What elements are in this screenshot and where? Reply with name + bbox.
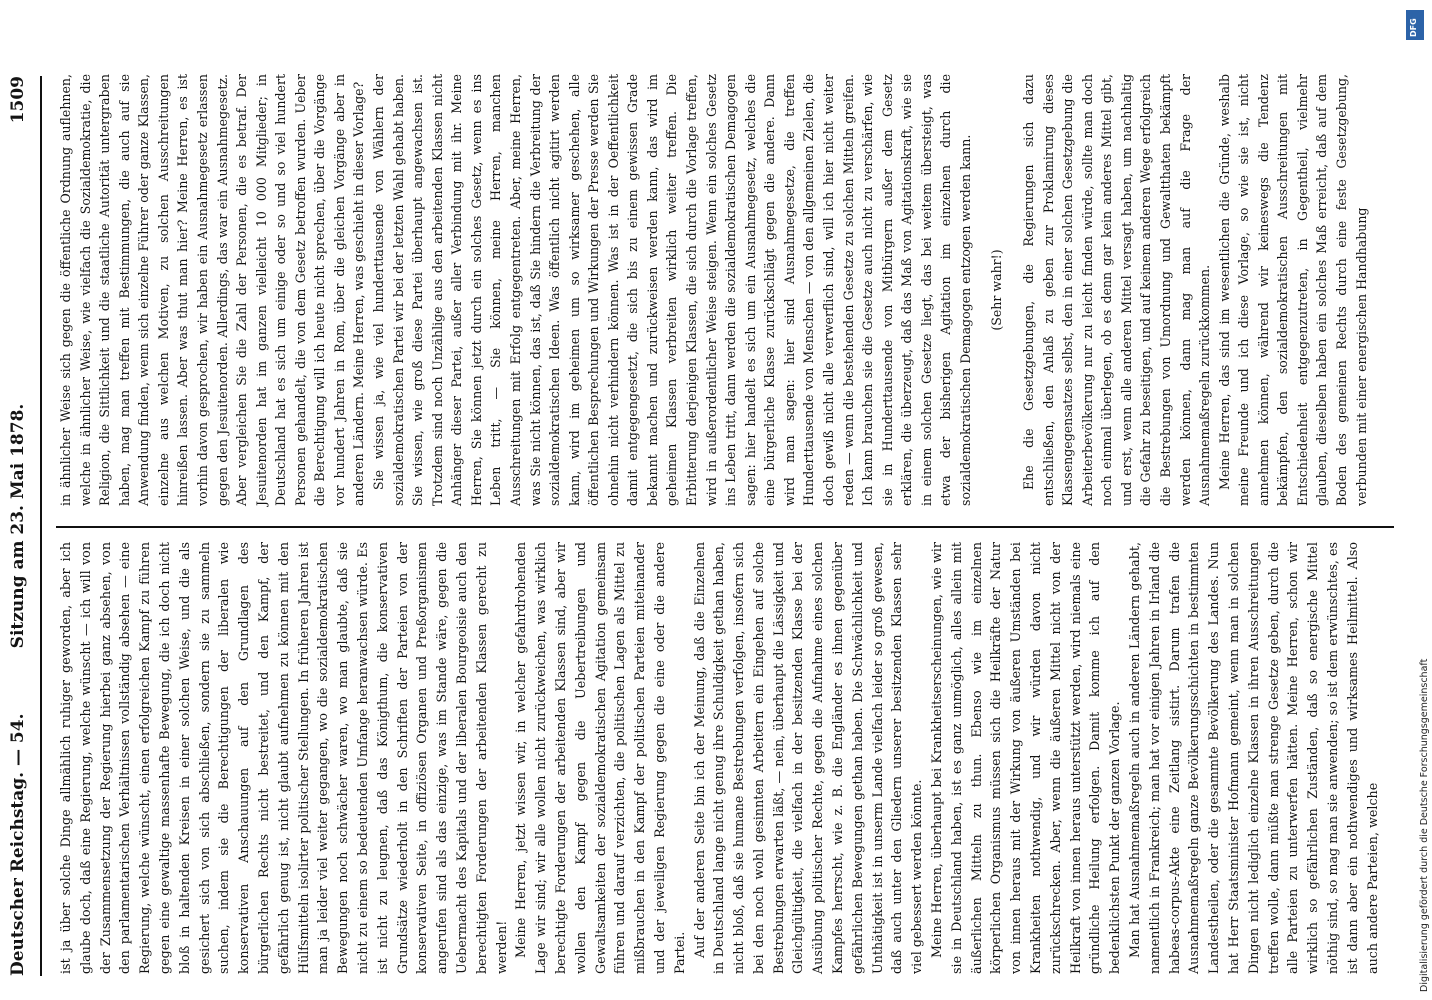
paragraph: ist ja über solche Dinge allmählich ruhiger geworden, aber ich glaube doch, daß eine Regierung, welche wünscht — ich will von der Zusammensetzung der Regierung hierbei ganz absehen, von den parlamentarischen Verhältnissen vollständig absehen — eine Regierung, welche wünscht, einen erfolgreichen Kampf zu führen gegen eine gewaltige massenhafte Bewegung, die ich doch nicht bloß in haltenden Kreisen in einer solchen Weise, und die als gesichert sich von sich abschließen, sondern sie zu sammeln suchen, indem sie die Berechtigungen der liberalen wie konservativen Anschauungen auf den Grundlagen des bürgerlichen Rechts nicht bestreitet, und den Kampf, der gefährlich genug ist, nicht glaubt aufnehmen zu können mit den Hülfsmitteln isolirter politischer Stellungen. In früheren Jahren ist man ja leider viel weiter gegangen, wo die sozialdemokratischen Bewegungen noch schwächer waren, wo man glaubte, daß sie nicht zu einem so bedeutenden Umfange heranwachsen würde. Es ist nicht zu leugnen, daß das Königthum, die konservativen Grundsätze wiederholt in den Schriften der Parteien von der konservativen Seite, in offiziösen Organen und Preßorganismen angerufen sind als das einzige, was im Stande wäre, gegen die Uebermacht des Kapitals und der liberalen Bourgeoisie auch den berechtigten Forderungen der arbeitenden Klassen gerecht zu werden!: [58, 542, 509, 974]
left-column: [56, 542, 1382, 974]
page-number: 1509: [8, 76, 28, 124]
paragraph: Meine Herren, das sind im wesentlichen die Gründe, weshalb meine Freunde und ich diese Vorlage, so wie sie ist, nicht annehmen können, während wir keineswegs die Tendenz bekämpfen, den sozialdemokratischen Ausschreitungen mit Entschiedenheit entgegenzutreten, in Gegentheil, vielmehr glauben, dieselben haben ein solches Maß erreicht, daß auf dem Boden des gemeinen Rechts durch eine feste Gesetzgebung, verbunden mit einer energischen Handhabung: [1216, 74, 1369, 506]
paragraph: in ähnlicher Weise sich gegen die öffentliche Ordnung auflehnen, welche in ähnlicher Weise, wie vielfach die Sozialdemokratie, die Religion, die Sittlichkeit und die staatliche Autorität untergraben haben, mag man treffen mit Bestimmungen, die auch auf sie Anwendung finden, wenn sich einzelne Führer oder ganze Klassen, einzelne aus welchen Motiven, zu solchen Ausschreitungen hinreißen lassen. Aber was thut man hier? Meine Herren, es ist vorhin davon gesprochen, wir haben ein Ausnahmegesetz erlassen gegen den Jesuitenorden. Allerdings, das war ein Ausnahmegesetz. Aber vergleichen Sie die Zahl der Personen, die es betraf. Der Jesuitenorden hat im ganzen vielleicht 10 000 Mitglieder; in Deutschland hat es sich um einige oder so und so viel hundert Personen gehandelt, die von dem Gesetz betroffen wurden. Ueber die Berechtigung will ich heute nicht sprechen, über die Vorgänge vor hundert Jahren in Rom, über die gleichen Vorgänge aber in anderen Ländern. Meine Herren, was geschieht in dieser Vorlage?: [58, 74, 367, 506]
paragraph: Ehe die Gesetzgebungen, die Regierungen sich dazu entschließen, den Anlaß zu geben zur Proklamirung dieses Klassengegensatzes selbst, den in einer solchen Gesetzgebung die Arbeiterbevölkerung nur zu leicht finden würde, sollte man doch noch einmal überlegen, ob es denn gar kein anderes Mittel gibt, und erst, wenn alle anderen Mittel versagt haben, um nachhaltig die Gefahr zu beseitigen, und auf keinem anderen Wege erfolgreich die Bestrebungen von Umordnung und Gewaltthaten bekämpft werden können, dann mag man auf die Frage der Ausnahmemaßregeln zurückkommen.: [1021, 74, 1213, 506]
paragraph: Sie wissen ja, wie viel hunderttausende von Wählern der sozialdemokratischen Partei wir bei der letzten Wahl gehabt haben. Sie wissen, wie groß diese Partei überhaupt angewachsen ist. Trotzdem sind noch Unzählige aus den arbeitenden Klassen nicht Anhänger dieser Partei, außer aller Verbindung mit ihr. Meine Herren, Sie können jetzt durch ein solches Gesetz, wenn es ins Leben tritt, — Sie können, meine Herren, manchen Ausschreitungen mit Erfolg entgegentreten. Aber, meine Herren, was Sie nicht können, das ist, daß Sie hindern die Verbreitung der sozialdemokratischen Ideen. Was öffentlich nicht agitirt werden kann, wird im geheimen um so wirksamer geschehen, alle öffentlichen Besprechungen und Wirkungen der Presse werden Sie ohnehin nicht verhindern können. Was ist in der Oeffentlichkeit damit entgegengesetzt, die sich bis zu einem gewissen Grade bekannt machen und zurückweisen werden kann, das wird im geheimen Klassen verbreiten wirklich weiter treffen. Die Erbitterung derjenigen Klassen, die sich durch die Vorlage treffen, wird in außerordentlicher Weise steigen. Wenn ein solches Gesetz ins Leben tritt, dann werden die sozialdemokratischen Demagogen sagen: hier handelt es sich um ein Ausnahmegesetz, welches die eine bürgerliche Klasse zurückschlägt gegen die andere. Dann wird man sagen: hier sind Ausnahmegesetze, die treffen Hunderttausende von Menschen — von den allgemeinen Zielen, die doch gewiß nicht alle verwerflich sind, will ich hier nicht weiter reden — wenn die bestehenden Gesetze zu solchen Mitteln greifen. Ich kann brauchen sie die Gesetze auch nicht zu verschärfen, wie sie in Hunderttausende von Mitbürgern außer dem Gesetz erklären, die überzeugt, daß das Maß von Agitationskraft, wie sie in einem solchen Gesetze liegt, das bei weitem übersteigt, was etwa der bisherigen Agitation im einzelnen durch die sozialdemokratischen Demagogen entzogen werden kann.: [371, 74, 973, 506]
column-divider: [56, 526, 1394, 528]
funding-note: [1405, 8, 1430, 992]
funding-note-text: Digitalisierung gefördert durch die Deutsche Forschungsgemeinschaft: [1419, 658, 1430, 992]
paragraph: Meine Herren, überhaupt bei Krankheitserscheinungen, wie wir sie in Deutschland haben, ist es ganz unmöglich, alles allein mit äußerlichen Mitteln zu thun. Ebenso wie im einzelnen körperlichen Organismus müssen sich die Heilkräfte der Natur von innen heraus mit der Wirkung von äußeren Umständen bei Krankheiten nothwendig, und wir würden davon nicht zurückschrecken. Aber, wenn die äußeren Mittel nicht von der Heilkraft von innen heraus unterstützt werden, wird niemals eine gründliche Heilung erfolgen. Damit komme ich auf den bedenklichsten Punkt der ganzen Vorlage.: [929, 542, 1123, 974]
dfg-logo: [1406, 10, 1424, 40]
header-session-date: Sitzung am 23. Mai 1878.: [8, 403, 28, 649]
header-rule: [40, 76, 42, 976]
dfg-logo-text: DFG: [1409, 18, 1418, 37]
page-header: [0, 76, 48, 976]
rotated-page: [0, 59, 1414, 994]
header-title: Deutscher Reichstag. — 54.: [8, 713, 28, 976]
paragraph: Man hat Ausnahmemaßregeln auch in anderen Ländern gehabt, namentlich in Frankreich; man hat vor einigen Jahren in Irland die habeas-corpus-Akte eine Zeitlang sistirt. Darum trafen die Ausnahmemaßregeln ganze Bevölkerungsschichten in bestimmten Landestheilen, oder die gesammte Bevölkerung des Landes. Nun hat Herr Staatsminister Hofmann gemeint, wenn man in solchen Dingen nicht lediglich einzelne Klassen in ihren Ausschreitungen treffen wolle, dann müßte man strenge Gesetze geben, durch die alle Parteien zu unterwerfen hätten. Meine Herren, schon wir wirklich so gefährlichen Zuständen, daß so energische Mittel nöthig sind, so mag man sie anwenden; so ist dem erwünschtes, es ist dann aber ein nothwendiges und wirksames Heilmittel. Also auch andere Parteien, welche: [1127, 542, 1380, 974]
right-column: [56, 74, 1371, 506]
paragraph: Auf der anderen Seite bin ich der Meinung, daß die Einzelnen in Deutschland lange nicht genug ihre Schuldigkeit gethan haben, nicht bloß, daß sie humane Bestrebungen verfolgen, insofern sich bei den noch wohl gesinnten Arbeitern ein Eingehen auf solche Bestrebungen erwarten läßt, — nein, überhaupt die Lässigkeit und Gleichgültigkeit, die vielfach in der besitzenden Klasse bei der Ausübung politischer Rechte, gegen die Aufnahme eines solchen Kampfes herrscht, wie z. B. die Engländer es ihnen gegenüber gefährlichen Bewegungen gethan haben. Die Schwächlichkeit und Unthätigkeit ist in unserm Lande vielfach leider so groß gewesen, daß auch unter den Gliedern unserer besitzenden Klassen sehr viel gebessert werden könnte.: [691, 542, 925, 974]
paragraph: Meine Herren, jetzt wissen wir, in welcher gefahrdrohenden Lage wir sind; wir alle wollen nicht zurückweichen, was wirklich berechtigte Forderungen der arbeitenden Klassen sind, aber wir wollen den Kampf gegen die Uebertreibungen und Gewaltsamkeiten der sozialdemokratischen Agitation gemeinsam führen und darauf verzichten, die politischen Lagen als Mittel zu mißbrauchen in den Kampf der politischen Parteien miteinander und der jeweiligen Regierung gegen die eine oder die andere Partei.: [513, 542, 687, 974]
interjection: (Sehr wahr!): [989, 249, 1005, 331]
